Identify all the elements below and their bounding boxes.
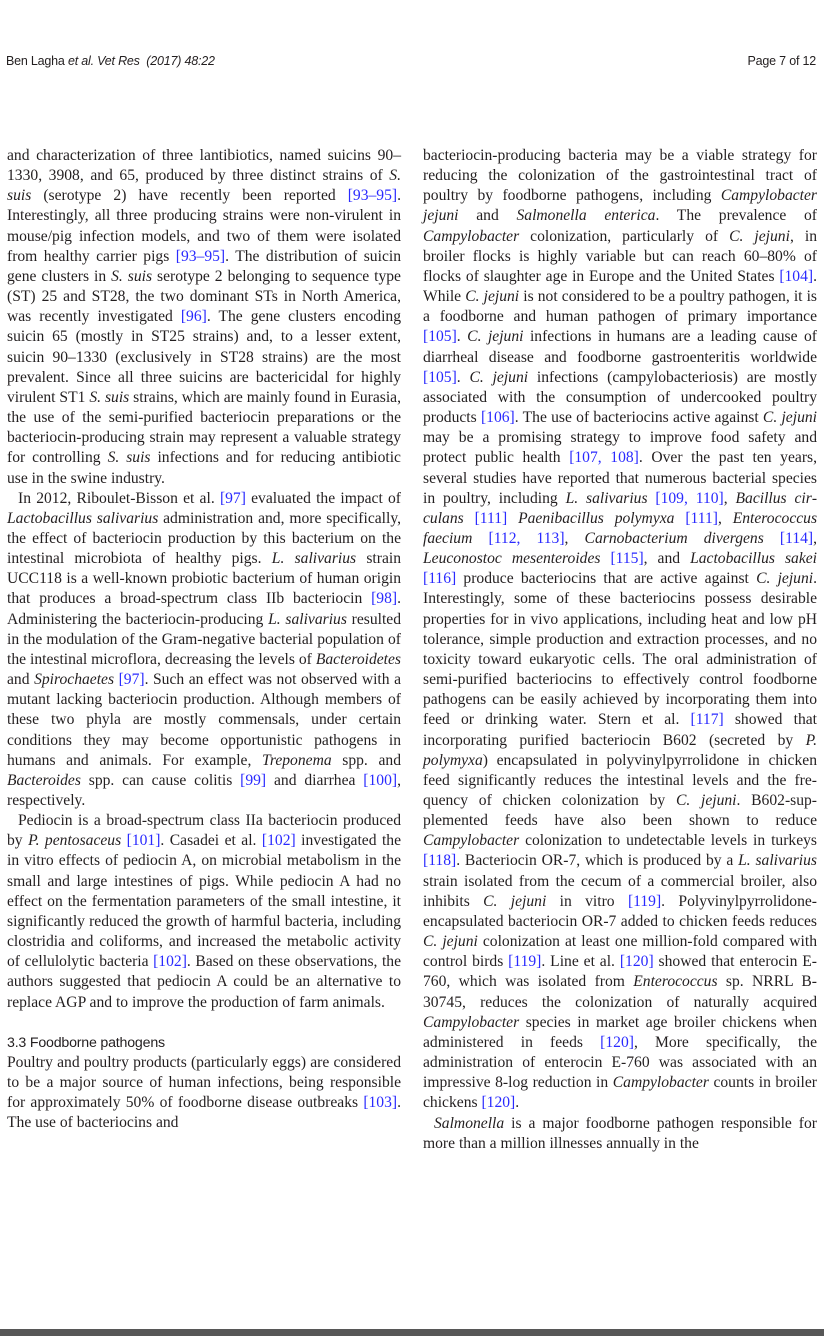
italic-term: Campylobacter jejuni	[423, 187, 817, 225]
italic-term: Bacteroidetes	[315, 650, 401, 668]
italic-term: P. pentosaceus	[28, 832, 122, 850]
text-run: showed that incorporating purified bacteriocin B602 (secreted by	[423, 711, 817, 749]
text-run: is a major foodborne pathogen responsible for more than a million illnesses annually in the	[423, 1114, 817, 1152]
text-run: . Line et al.	[541, 953, 620, 971]
italic-term: S. suis	[89, 388, 130, 406]
text-run: . While	[423, 267, 817, 306]
text-run: serotype 2 belonging to sequence type (ST) 25 and ST28, the two dominant STs in North America, was recently investigated	[7, 267, 401, 326]
right-column-paragraphs	[423, 146, 817, 1154]
italic-term: P. polymyxa	[423, 731, 817, 769]
text-run: . Such an effect was not observed with a mutant lacking bacteriocin production. Although members of these two phyla are mostly commensals, under certain conditions they may become opportunistic pathogens in humans and animals. For example,	[7, 671, 401, 769]
italic-term: C. jejuni	[483, 892, 547, 910]
section-heading: 3.3 Foodborne pathogens	[7, 1034, 165, 1051]
text-run: .	[456, 368, 470, 386]
running-head-journal: et al. Vet Res	[67, 54, 140, 68]
page-header	[6, 54, 816, 72]
italic-term: C. jejuni	[756, 570, 814, 588]
italic-term: Leuconostoc mesenteroides	[423, 550, 601, 568]
citation-link[interactable]: [112, 113]	[488, 529, 565, 547]
italic-term: Bacteroides	[7, 771, 81, 789]
text-run: . Bacteriocin OR-7, which is produced by a	[456, 852, 739, 870]
italic-term: L. salivarius	[565, 489, 648, 507]
text-run: strain isolated from the cecum of a commercial broiler, also inhibits	[423, 872, 817, 910]
italic-term: Treponema	[262, 751, 332, 769]
text-run: spp. and	[331, 751, 401, 769]
page-number: Page 7 of 12	[747, 54, 816, 68]
italic-term: C. jejuni	[762, 409, 817, 427]
citation-link[interactable]: [118]	[423, 852, 457, 870]
citation-link[interactable]: [111]	[474, 509, 508, 527]
paragraph	[423, 146, 817, 1114]
citation-link[interactable]: [100]	[363, 771, 398, 789]
text-run: . Polyvinylpyrrolidone-encapsulated bacteriocin OR-7 added to chicken feeds reduces	[423, 892, 818, 930]
text-run: sp. NRRL B-30745, reduces the colonization of naturally acquired	[423, 973, 817, 1011]
citation-link[interactable]: [120]	[619, 953, 654, 971]
text-run	[600, 550, 610, 567]
text-run: . Interestingly, some of these bacteriocins possess desirable properties for in vivo applications, including heat and low pH tolerance, simple production and extraction processes, and no toxicity toward eukaryotic cells. The oral administration of semi-purified bacteriocins to effectively control foodborne pathogens can be easily achieved by incorporating them into feed or drinking water. Stern et al.	[423, 570, 817, 729]
italic-term: Lactobacillus salivarius	[7, 509, 159, 527]
text-run: species in market age broiler chickens when administered in feeds	[423, 1013, 817, 1051]
text-run	[764, 530, 780, 547]
text-run: investigated the in vitro effects of pediocin A, on microbial metabolism in the small and large intestines of pigs. While pediocin A had no effect on the fermentation parameters of the small intestine, it significantly reduced the growth of harmful bacteria, including clostridia and coliforms, and increased the metabolic activity of cellulolytic bacteria	[7, 832, 402, 971]
italic-term: Salmonella enterica	[516, 207, 656, 225]
italic-term: L. salivarius	[738, 852, 817, 870]
citation-link[interactable]: [120]	[600, 1033, 634, 1051]
text-run: . The use of bacteriocins and	[7, 1094, 401, 1132]
citation-link[interactable]: [111]	[685, 509, 718, 527]
text-run: . The distribution of suicin gene clusters in	[7, 247, 401, 285]
italic-term: Enterococcus faecium	[423, 509, 818, 547]
citation-link[interactable]: [107, 108]	[569, 449, 639, 467]
text-run: . Interestingly, all three producing strains were non-virulent in mouse/pig infection models, and two of them were isolated from healthy carrier pigs	[7, 187, 401, 265]
running-head-authors: Ben Lagha	[6, 54, 68, 68]
italic-term: Carnobacterium divergens	[584, 529, 764, 547]
italic-term: Lactobacillus sakei	[690, 550, 817, 568]
text-run: (serotype 2) have recently been reported	[31, 187, 348, 205]
text-run: colonization, particularly of	[519, 227, 730, 245]
italic-term: C. jejuni	[729, 227, 790, 245]
text-run: infections in humans are a leading cause of diarrheal disease and foodborne gastroenteritis worldwide	[423, 328, 818, 366]
text-run: .	[456, 328, 468, 346]
paragraph	[7, 489, 401, 812]
citation-link[interactable]: [97]	[118, 671, 145, 689]
text-run: infections (campylobacteriosis) are mostly associated with the consumption of undercooked poultry products	[423, 368, 818, 427]
italic-term: Campylobacter	[423, 832, 520, 850]
citation-link[interactable]: [109, 110]	[655, 489, 724, 507]
text-run	[507, 510, 518, 527]
italic-term: Bacillus circulans	[423, 489, 818, 527]
text-run: evaluated the impact of	[245, 489, 402, 507]
italic-term: C. jejuni	[675, 792, 737, 809]
text-run: strain UCC118 is a well-known probiotic bacterium of human origin that produces a broad-spectrum class IIb bacteriocin	[7, 550, 402, 608]
italic-term: S. suis	[7, 167, 401, 205]
bottom-toolbar-bar	[0, 1329, 824, 1336]
italic-term: Campylobacter	[423, 1013, 520, 1031]
text-run: and characterization of three lantibiotics, named suicins 90–1330, 3908, and 65, produced by three distinct strains of	[7, 147, 401, 185]
citation-link[interactable]: [102]	[261, 832, 296, 850]
citation-link[interactable]: [117]	[690, 711, 724, 729]
text-run: , and	[643, 550, 691, 568]
paragraph	[7, 146, 401, 489]
citation-link[interactable]: [99]	[240, 771, 267, 789]
italic-term: Campylobacter	[423, 227, 520, 245]
text-run: and	[458, 207, 517, 225]
citation-link[interactable]: [119]	[627, 892, 662, 910]
paragraph	[7, 811, 401, 1013]
italic-term: Paenibacillus polymyxa	[518, 509, 675, 527]
text-run: . Administering the bacteriocin-producing	[7, 590, 401, 628]
italic-term: Spirochaetes	[34, 671, 115, 689]
citation-link[interactable]: [105]	[423, 368, 457, 386]
text-run: , respectively.	[7, 771, 401, 809]
italic-term: L. salivarius	[271, 550, 357, 568]
text-run: . Casadei et al.	[160, 832, 262, 850]
citation-link[interactable]: [105]	[423, 328, 457, 346]
text-run: in vitro	[546, 892, 628, 910]
citation-link[interactable]: [106]	[480, 409, 515, 427]
citation-link[interactable]: [97]	[219, 489, 246, 507]
text-run: . The gene clusters encoding suicin 65 (mostly in ST25 strains) and, to a lesser extent, suicin 90–1330 (exclusively in ST28 strains) are the most prevalent. Since all three suicins are bactericidal for highly virulent ST1	[7, 308, 401, 406]
italic-term: C. jejuni	[467, 328, 524, 346]
text-run: ,	[564, 529, 585, 547]
text-run: colonization to undetectable levels in turkeys	[519, 832, 817, 850]
text-run: is not considered to be a poultry pathogen, it is a foodborne and human pathogen of primary importance	[423, 288, 818, 326]
citation-link[interactable]: [93–95]	[347, 187, 398, 205]
citation-link[interactable]: [120]	[481, 1094, 516, 1112]
italic-term: S. suis	[107, 449, 151, 467]
text-run: Poultry and poultry products (particularly eggs) are considered to be a major source of human infections, being responsible for approximately 50% of foodborne disease outbreaks	[7, 1053, 401, 1112]
text-run: administration and, more specifically, the effect of bacteriocin production by this bacterium on the intestinal microbiota of healthy pigs.	[7, 509, 402, 568]
text-run: and	[7, 671, 35, 689]
citation-link[interactable]: [119]	[508, 953, 542, 971]
left-column	[7, 146, 401, 1133]
italic-term: Campylobacter	[612, 1074, 709, 1092]
section-paragraph-container	[7, 1053, 401, 1134]
text-run: colonization at least one million-fold compared with control birds	[423, 933, 817, 971]
text-run: ,	[717, 509, 733, 527]
text-run: bacteriocin-producing bacteria may be a viable strategy for reducing the colonization of the gastrointestinal tract of poultry by foodborne pathogens, including	[423, 147, 817, 205]
citation-link[interactable]: [114]	[779, 529, 814, 547]
italic-term: Enterococcus	[633, 973, 718, 991]
text-run: infections and for reducing antibiotic use in the swine industry.	[7, 449, 401, 487]
text-run: ) encapsulated in polyvinylpyrrolidone in chicken feed significantly reduces the intestinal levels and the frequency of chicken colonization by	[423, 751, 817, 809]
italic-term: Salmonella	[434, 1114, 505, 1132]
text-run: Pediocin is a broad-spectrum class IIa bacteriocin produced by	[7, 812, 401, 850]
text-run: counts in broiler chickens	[423, 1074, 817, 1112]
text-run: showed that enterocin E-760, which was isolated from	[423, 953, 817, 991]
running-head	[6, 54, 215, 68]
right-column	[423, 146, 817, 1154]
left-column-paragraphs	[7, 146, 401, 1013]
text-run	[464, 510, 475, 527]
text-run: . Based on these observations, the authors suggested that pediocin A could be an alternative to replace AGP and to improve the production of farm animals.	[7, 953, 401, 1011]
citation-link[interactable]: [93–95]	[175, 247, 226, 265]
italic-term: S. suis	[111, 267, 153, 285]
text-run: strains, which are mainly found in Eurasia, the use of the semi-purified bacteriocin preparations or the bacteriocin-producing strain may represent a valuable strategy for controlling	[7, 388, 401, 467]
citation-link[interactable]: [102]	[153, 953, 187, 971]
italic-term: L. salivarius	[268, 610, 347, 628]
text-run: ,	[813, 529, 818, 547]
citation-link[interactable]: [116]	[423, 570, 457, 588]
citation-link[interactable]: [104]	[779, 267, 814, 285]
text-run: . The prevalence of	[655, 207, 818, 225]
text-run: may be a promising strategy to improve food safety and protect public health	[423, 429, 817, 467]
text-run: ,	[723, 489, 736, 507]
italic-term: C. jejuni	[465, 288, 520, 306]
italic-term: C. jejuni	[423, 933, 478, 951]
paragraph	[7, 1053, 401, 1134]
text-run: . The use of bacteriocins active against	[514, 409, 763, 427]
citation-link[interactable]: [103]	[363, 1094, 398, 1112]
citation-link[interactable]: [96]	[180, 308, 207, 326]
text-run: produce bacteriocins that are active against	[456, 570, 757, 588]
text-run: . B602-supplemented feeds have also been shown to reduce	[423, 792, 817, 830]
citation-link[interactable]: [101]	[126, 832, 161, 850]
text-run: spp. can cause colitis	[80, 771, 241, 789]
text-run	[472, 530, 488, 547]
running-head-volume: (2017) 48:22	[139, 54, 215, 68]
text-run: and diarrhea	[266, 771, 364, 789]
paragraph	[423, 1114, 817, 1154]
citation-link[interactable]: [98]	[371, 590, 398, 608]
text-run: In 2012, Riboulet-Bisson et al.	[18, 489, 220, 507]
text-run	[674, 510, 685, 527]
text-run: , More specifically, the administration of enterocin E-760 was associated with an impressive 8-log reduction in	[423, 1033, 817, 1092]
citation-link[interactable]: [115]	[610, 550, 644, 568]
text-run: .	[515, 1094, 520, 1112]
text-run: resulted in the modulation of the Gram-negative bacterial population of the intestinal microflora, decreasing the levels of	[7, 610, 401, 668]
text-run: , in broiler flocks is highly variable but can reach 60–80% of flocks of slaughter age in Europe and the United States	[423, 227, 817, 285]
italic-term: C. jejuni	[469, 368, 529, 386]
text-run: . Over the past ten years, several studies have reported that numerous bacterial species in poultry, including	[423, 449, 817, 507]
